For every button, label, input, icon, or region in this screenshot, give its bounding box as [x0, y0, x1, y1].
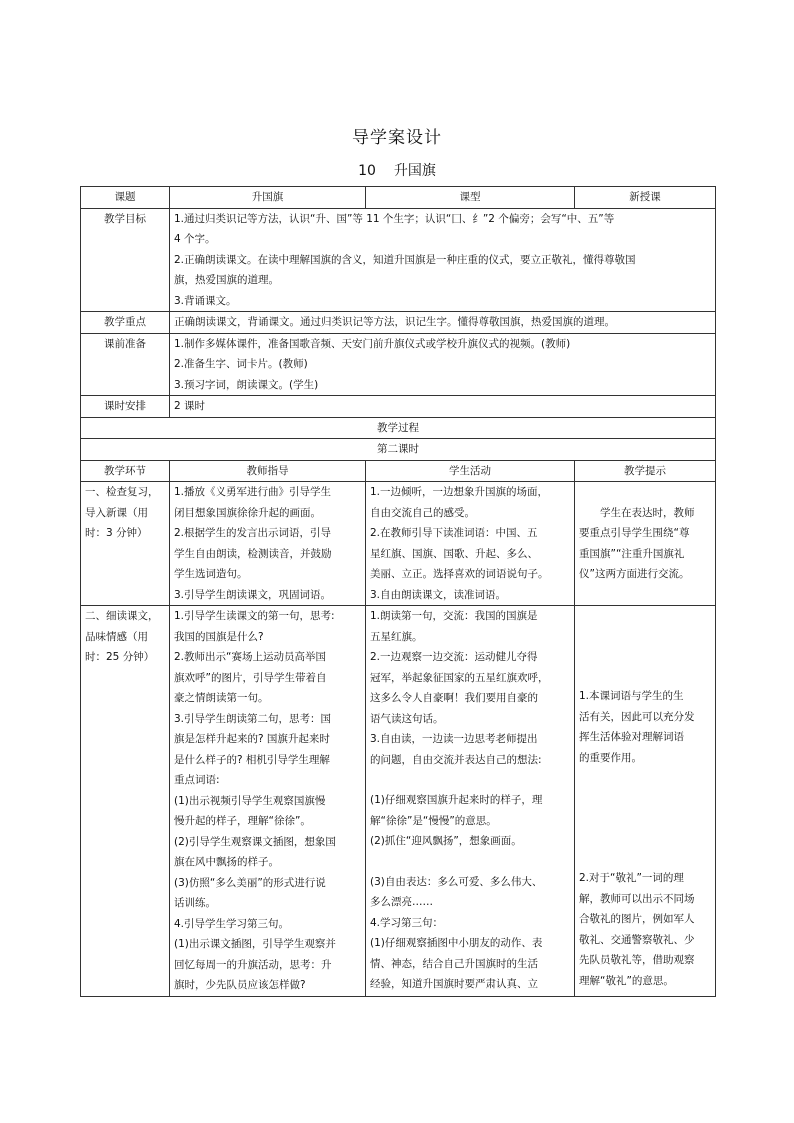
teacher-line: 旗是怎样升起来的? 国旗升起来时: [174, 733, 330, 745]
teacher-line: (1)出示课文插图，引导学生观察并: [174, 938, 336, 950]
col-student: 学生活动: [366, 460, 575, 482]
spacer: [579, 606, 711, 626]
teacher-line: 回忆每周一的升旗活动，思考：升: [174, 958, 332, 971]
lesson-number: 10: [358, 163, 376, 179]
student-line: 4.学习第三句：: [370, 916, 444, 929]
tip-line: 仪”这两方面进行交流。: [579, 568, 690, 580]
tip-line: 合敬礼的图片，例如军人: [579, 913, 695, 925]
goals-content: [170, 208, 716, 312]
tip-line: 先队员敬礼等，借助观察: [579, 954, 695, 966]
student-line: 情、神态，结合自己升国旗时的生活: [370, 957, 538, 970]
stage2-label-line: 品味情感（用: [85, 630, 148, 643]
teacher-line: 2.教师出示“赛场上运动员高举国: [174, 651, 326, 663]
student-line: 五星红旗。: [370, 630, 423, 643]
type-label: 课型: [366, 187, 575, 209]
teacher-line: 闭目想象国旗徐徐升起的画面。: [174, 506, 321, 519]
process-title: 教学过程: [81, 417, 716, 439]
teacher-line: 旗在风中飘扬的样子。: [174, 856, 279, 868]
stage1-student: [366, 482, 575, 606]
tip-line: 理解“敬礼”的意思。: [579, 974, 674, 987]
teacher-line: (2)引导学生观察课文插图，想象国: [174, 835, 336, 848]
teacher-line: 豪之情朗读第一句。: [174, 692, 269, 704]
goals-line: 4 个字。: [174, 233, 216, 245]
student-line: (2)抓住“迎风飘扬”，想象画面。: [370, 835, 522, 847]
student-line: 1.一边倾听，一边想象升国旗的场面，: [370, 486, 549, 498]
student-line: 冠军，举起象征国家的五星红旗欢呼，: [370, 671, 549, 684]
goals-label: 教学目标: [81, 208, 170, 312]
type-value: 新授课: [575, 187, 716, 209]
column-header-row: [81, 460, 716, 482]
tip-line: 要重点引导学生围绕“尊: [579, 527, 690, 539]
stage2-label: [81, 606, 170, 997]
stage2-label-line: 二、细读课文，: [85, 610, 159, 622]
stage1-row: [81, 482, 716, 606]
stage2-tips: [575, 606, 716, 997]
page-title: 导学案设计: [352, 128, 442, 148]
student-line: 2.在教师引导下读准词语：中国、五: [370, 527, 538, 539]
tip-line: 重国旗”“注重升国旗礼: [579, 547, 685, 560]
key-points-row: [81, 312, 716, 334]
spacer: [370, 852, 570, 872]
student-line: 自由交流自己的感受。: [370, 506, 475, 519]
stage1-label: [81, 482, 170, 606]
col-stage: 教学环节: [81, 460, 170, 482]
col-tips: 教学提示: [575, 460, 716, 482]
student-line: 经验，知道升国旗时要严肃认真、立: [370, 978, 538, 990]
teacher-line: 1.引导学生读课文的第一句，思考:: [174, 610, 335, 622]
col-teacher: 教师指导: [170, 460, 366, 482]
schedule-label: 课时安排: [81, 396, 170, 418]
student-line: 这多么令人自豪啊！我们要用自豪的: [370, 692, 538, 704]
teacher-line: 慢升起的样子，理解“徐徐”。: [174, 815, 311, 827]
schedule-row: [81, 396, 716, 418]
stage2-student: [366, 606, 575, 997]
teacher-line: 学生自由朗读，检测读音，并鼓励: [174, 547, 332, 560]
goals-row: [81, 208, 716, 312]
lesson-title: [0, 160, 794, 180]
student-line: 多么漂亮……: [370, 896, 433, 908]
schedule-content: 2 课时: [170, 396, 716, 418]
student-line: 3.自由读，一边读一边思考老师提出: [370, 733, 538, 745]
stage1-teacher: [170, 482, 366, 606]
goals-line: 3.背诵课文。: [174, 294, 237, 307]
spacer: [579, 646, 711, 666]
spacer: [579, 808, 711, 828]
student-line: 解“徐徐”是“慢慢”的意思。: [370, 814, 497, 827]
student-line: 美丽、立正。选择喜欢的词语说句子。: [370, 568, 549, 580]
student-line: 的问题，自由交流并表达自己的想法:: [370, 753, 542, 766]
preparation-row: [81, 333, 716, 396]
period-title-row: [81, 439, 716, 461]
student-line: 2.一边观察一边交流：运动健儿夺得: [370, 651, 538, 663]
spacer: [579, 848, 711, 868]
teacher-line: 重点词语:: [174, 774, 220, 786]
stage1-label-line: 时：3 分钟）: [85, 527, 148, 539]
stage1-label-line: 一、检查复习，: [85, 486, 159, 498]
process-title-row: [81, 417, 716, 439]
preparation-content: [170, 333, 716, 396]
teacher-line: 旗时，少先队员应该怎样做?: [174, 979, 306, 991]
teacher-line: (3)仿照“多么美丽”的形式进行说: [174, 876, 326, 889]
teacher-line: 3.引导学生朗读课文，巩固词语。: [174, 588, 332, 601]
lesson-plan-table: [80, 186, 716, 997]
spacer: [579, 626, 711, 646]
topic-label: 课题: [81, 187, 170, 209]
teacher-line: 旗欢呼”的图片，引导学生带着自: [174, 671, 327, 684]
teacher-line: 学生选词造句。: [174, 568, 248, 580]
student-line: 3.自由朗读课文，读准词语。: [370, 588, 507, 601]
topic-value: 升国旗: [170, 187, 366, 209]
spacer: [579, 788, 711, 808]
tip-line: 2.对于“敬礼”一词的理: [579, 872, 684, 884]
tip-line: 的重要作用。: [579, 751, 642, 764]
spacer: [370, 770, 570, 790]
stage2-row: [81, 606, 716, 997]
period-title: 第二课时: [81, 439, 716, 461]
tip-line: 解，教师可以出示不同场: [579, 892, 695, 905]
lesson-name: 升国旗: [393, 163, 436, 179]
goals-line: 2.正确朗读课文。在读中理解国旗的含义，知道升国旗是一种庄重的仪式，要立正敬礼，懂得尊敬国: [174, 253, 636, 266]
tip-line: 挥生活体验对理解词语: [579, 731, 684, 743]
tip-line: 敬礼、交通警察敬礼、少: [579, 933, 695, 946]
tip-line: 学生在表达时，教师: [600, 506, 695, 519]
goals-line: 旗，热爱国旗的道理。: [174, 274, 279, 286]
stage2-teacher: [170, 606, 366, 997]
teacher-line: 1.播放《义勇军进行曲》引导学生: [174, 486, 332, 498]
student-line: (3)自由表达：多么可爱、多么伟大、: [370, 875, 543, 888]
spacer: [579, 768, 711, 788]
header-row: [81, 187, 716, 209]
stage2-label-line: 时：25 分钟）: [85, 651, 155, 663]
tip-line: 1.本课词语与学生的生: [579, 690, 684, 702]
student-line: (1)仔细观察国旗升起来时的样子，理: [370, 794, 543, 806]
preparation-line: 3.预习字词，朗读课文。(学生): [174, 378, 319, 391]
spacer: [579, 666, 711, 686]
goals-line: 1.通过归类识记等方法，认识“升、国”等 11 个生字；认识“囗、纟”2 个偏旁；会写“中、五”等: [174, 212, 615, 225]
preparation-label: 课前准备: [81, 333, 170, 396]
student-line: 星红旗、国旗、国歌、升起、多么、: [370, 547, 538, 560]
preparation-line: 2.准备生字、词卡片。(教师): [174, 358, 308, 370]
spacer: [579, 828, 711, 848]
student-line: (1)仔细观察插图中小朋友的动作、表: [370, 937, 543, 949]
stage1-tips: [575, 482, 716, 606]
teacher-line: 话训练。: [174, 897, 216, 909]
teacher-line: 4.引导学生学习第三句。: [174, 917, 290, 930]
teacher-line: 2.根据学生的发言出示词语，引导: [174, 527, 332, 539]
student-line: 1.朗读第一句，交流：我国的国旗是: [370, 610, 538, 622]
key-points-content: 正确朗读课文，背诵课文。通过归类识记等方法，识记生字。懂得尊敬国旗，热爱国旗的道理。: [170, 312, 716, 334]
tip-line: 活有关，因此可以充分发: [579, 710, 695, 723]
teacher-line: (1)出示视频引导学生观察国旗慢: [174, 794, 326, 807]
preparation-line: 1.制作多媒体课件，准备国歌音频、天安门前升旗仪式或学校升旗仪式的视频。(教师): [174, 337, 571, 350]
teacher-line: 我国的国旗是什么?: [174, 630, 264, 643]
student-line: 语气读这句话。: [370, 712, 444, 725]
stage1-label-line: 导入新课（用: [85, 506, 148, 519]
key-points-label: 教学重点: [81, 312, 170, 334]
teacher-line: 是什么样子的? 相机引导学生理解: [174, 753, 330, 766]
teacher-line: 3.引导学生朗读第二句，思考：国: [174, 712, 332, 725]
